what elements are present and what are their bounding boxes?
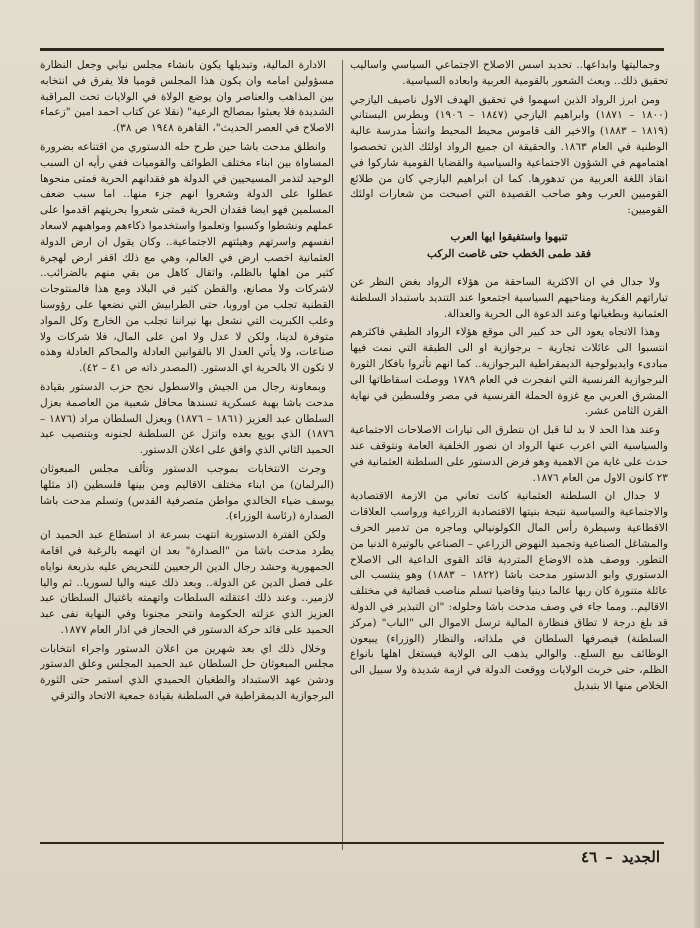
- paragraph: وخلال ذلك اي بعد شهرين من اعلان الدستور واجراء انتخابات مجلس المبعوثان حل السلطان عبد الحميد المجلس وعلق الدستور ودشن عهد الاستبداد والطغيان الحميدي الذي استمر حتى الثورة البرجوازية الديمقراطية في السلطنة بقيادة جمعية الاتحاد والترقي: [40, 642, 334, 703]
- poem-line: تنبهوا واستفيقوا ايها العرب: [450, 230, 568, 243]
- bottom-rule: [40, 842, 664, 844]
- paragraph: وبمعاونة رجال من الجيش والاسطول نجح حزب الدستور بقيادة مدحت باشا بهبة عسكرية تسندها محافل شعبية من العاصمة بعزل السلطان عبد العزيز (١٨٦١ – ١٨٧٦) وبعزل السلطان مراد (١٨٧٦ – ١٨٧٦) الذي بويع بعده واتزل عن السلطنة لجنونه وبتنصيب عبد الحميد الثاني الذي وافق على اعلان الدستور.: [40, 380, 334, 457]
- poem-verse: [350, 229, 668, 263]
- page-edge: [694, 0, 700, 928]
- paragraph: ولكن الفترة الدستورية انتهت بسرعة اذ استطاع عبد الحميد ان يطرد مدحت باشا من "الصدارة" بعد ان اتهمه بالرغبة في اقامة الجمهورية وحشد رجال الدين الرجعيين للتحريض عليه بذريعة نواياه على فصل الدين عن الدولة.. وبعد ذلك عينه واليا لسوريا.. ثم واليا لازمير.. وعند ذلك اعتقلته السلطات واتهمته باغتيال السلطان عبد العزيز الذي عزلته الحكومة وانتحر مجنونا وفي النهاية نفى عبد الحميد على قائد حركة الدستور في الحجاز في اذار العام ١٨٧٧.: [40, 529, 334, 636]
- paragraph: الادارة المالية، وتبديلها يكون بانشاء مجلس نيابي وجعل النظارة مسؤولين امامه وان يكون هذا المجلس قوميا فلا يفرق في انتخابه بين المذاهب والعناصر وان يوضع الولاة في الولايات تحت المراقبة الشديدة فلا يعبثوا بمصالح الرعية" (نقلا عن كتاب احمد امين "زعماء الاصلاح في العصر الحديث"، القاهرة ١٩٤٨ ص ٣٨).: [40, 59, 334, 135]
- paragraph: وانطلق مدحت باشا حين طرح حله الدستوري من اقتناعه بضرورة المساواة بين ابناء مختلف الطوائف والقوميات ففي رأيه ان السبب الوحيد لتذمر المسيحيين في الدولة هو فقدانهم الحرية فمتى منحوها عطلوا على الدولة وشعروا انهم جزء منها.. اما سبب ضعف المسلمين فهو ايضا فقدان الحرية فمتى شعروا بحريتهم اقدموا على عملهم ونشطوا وكسبوا وتعلموا واستخدموا ذكاءهم ومواهبهم لاسعاد انفسهم واسرتهم وهيئتهم الاجتماعية.. وكان يقول ان ارض الدولة العثمانية اخصب ارض في العالم، وهي مع ذلك اقفر ارض لهجرة كثير من اهلها بالظلم، واثقال كاهل من بقي منهم بالضرائب.. لاشركات ولا مصانع، والقطن كثير في البلاد ومع هذا فالمنتوجات القطنية تجلب من اوروبا، حتى الطرابيش التي نضعها على رؤوسنا وعلب الكبريت التي نشعل بها نيراننا تجلب من الخارج وكل المواد متوفرة لدينا، ولكن لا عدل ولا امن على المال، فلا شركات ولا صناعات، ولا يأتي العدل الا بالقوانين العادلة والمحاكم العادلة وهذه لا تكون الا بالحرية اي الدستور. (المصدر ذاته ص ٤١ – ٤٢).: [40, 140, 334, 375]
- paragraph: وجرت الانتخابات بموجب الدستور وتألف مجلس المبعوثان (البرلمان) من ابناء مختلف الاقاليم ومن بينها فلسطين (اذ مثلها يوسف ضياء الخالدي مواطن متصرفية القدس) وتسلم مدحت باشا الصدارة (رئاسة الوزراء).: [40, 462, 334, 523]
- page-footer: [581, 848, 660, 866]
- paragraph: ولا جدال في ان الاكثرية الساحقة من هؤلاء الرواد بغض النظر عن تياراتهم الفكرية ومناحيهم السياسية اجتمعوا عند التنديد باستبداد السلطنة العثمانية وبطغيانها وعند الدعوة الى الحرية والعدالة.: [350, 275, 668, 320]
- paragraph: ومن ابرز الرواد الذين اسهموا في تحقيق الهدف الاول ناصيف اليازجي (١٨٠٠ – ١٨٧١) وابراهيم اليازجي (١٨٤٧ – ١٩٠٦) وبطرس البستاني (١٨١٩ – ١٨٨٣) والاخير الف قاموس محيط المحيط وانشأ مدرسة عالية الوطنية في العام ١٨٦٣. والحقيقة ان جميع الرواد اولئك الذين تخصصوا اهتمامهم في الشؤون الاجتماعية والسياسية والقضايا القومية شاركوا في انقاذ اللغة العربية من تدهورها. كما ان ابراهيم اليازجي كان من طلائع القوميين العرب وهو صاحب القصيدة التي اصبحت من شعارات اولئك القوميين:: [350, 93, 668, 217]
- paragraph: وهذا الاتجاه يعود الى حد كبير الى موقع هؤلاء الرواد الطبقي فاكثرهم انتسبوا الى عائلات تجارية – برجوازية او الى الطبقة التي نمت فيها مبادىء وايديولوجية الديمقراطية البرجوازية.. كما انهم تأثروا بافكار الثورة البرجوازية الفرنسية التي انفجرت في العام ١٧٨٩ ووصلت اسقاطاتها الى المشرق العربي مع غزوة الحملة الفرنسية في مصر وفلسطين في نهاية القرن الثامن عشر.: [350, 326, 668, 418]
- column-divider: [342, 60, 343, 850]
- paragraph: وعند هذا الحد لا بد لنا قبل ان نتطرق الى تيارات الاصلاحات الاجتماعية والسياسية التي اعرب عنها الرواد ان نصور الخلفية العامة ونتوقف عند حدث على غاية من الاهمية وهو فرض الدستور على السلطنة العثمانية في ٢٣ كانون الاول من العام ١٨٧٦.: [350, 424, 668, 484]
- top-rule: [40, 48, 664, 51]
- article-column-right: [350, 58, 668, 818]
- paragraph: وجماليتها وابداعها.. تحديد اسس الاصلاح الاجتماعي السياسي واساليب تحقيق ذلك.. وبعث الشعور بالقومية العربية وابعاده السياسية.: [350, 59, 668, 87]
- article-column-left: [40, 58, 334, 818]
- footer-separator: –: [605, 848, 614, 866]
- poem-line: فقد طمى الخطب حتى غاصت الركب: [426, 247, 592, 260]
- magazine-name: الجديد: [621, 848, 660, 866]
- page-number: ٤٦: [581, 848, 598, 866]
- paragraph: لا جدال ان السلطنة العثمانية كانت تعاني من الازمة الاقتصادية والاجتماعية والسياسية نتيجة بنيتها الاقتصادية الزراعية ورواسب العلاقات الاقطاعية وسيطرة رأس المال الكولونيالي وماجره من تدمير الحرف والمشاغل الصناعية وتجميد النهوض الزراعي – الصناعي بالوتيرة الدنيا من التطور. ووصف هذه الاوضاع المتردية قائد القوى الداعية الى الاصلاح الدستوري وابو الدستور مدحت باشا (١٨٢٢ – ١٨٨٣) وهو ينتسب الى عائلة متنورة كان ربها عالما دينيا وقاضيا تسلم مناصب قضائية في مختلف الاقاليم.. ومما جاء في وصف مدحت باشا وحلوله: "ان التبذير في الدولة قد بلغ درجة لا تطاق فنظارة المالية ترسل الاموال الى "الباب" (مركز السلطنة) فيصرفها السلطان في ملذاته، والنظار (الوزراء) يبيعون الوظائف بيع السلع.. والوالي يذهب الى الولاية فيستغل اهلها بانواع الظلم، حتى خربت الولايات ووقعت الدولة في ازمة شديدة ولا سبيل الى الخلاص منها الا بتبديل: [350, 490, 668, 692]
